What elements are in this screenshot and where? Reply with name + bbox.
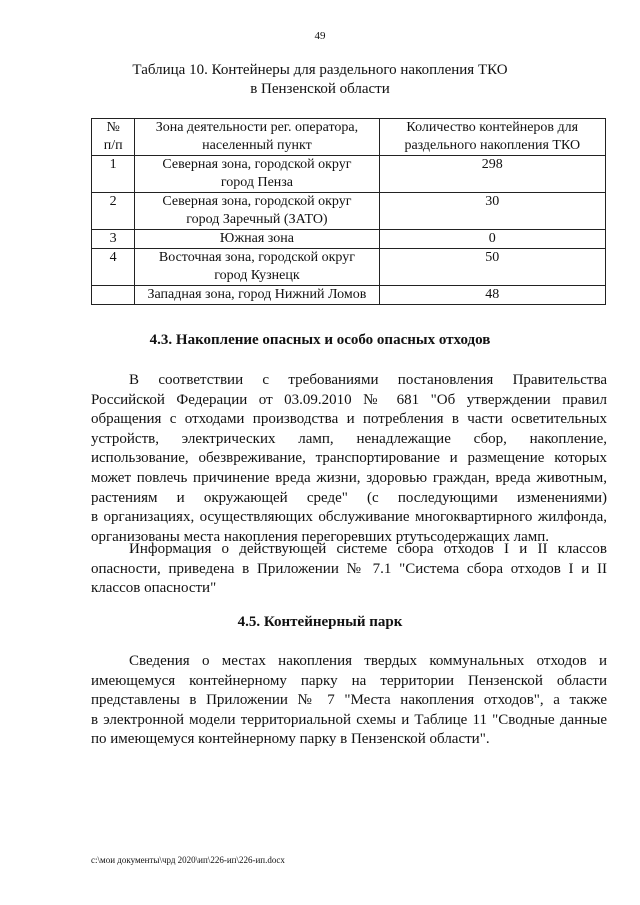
row-number: 2 (92, 193, 135, 230)
row-number: 3 (92, 230, 135, 249)
row-number (92, 286, 135, 305)
row-count: 298 (379, 156, 605, 193)
paragraph-container-park: Сведения о местах накопления твердых коммунальных отходов и имеющемуся контейнерному парку на территории Пензенской области представлены в Приложении № 7 "Места накопления отходов", а также в электронной модели территориальной схемы и Таблице 11 "Сводные данные по имеющемуся контейнерному парку в Пензенской области". (91, 653, 607, 748)
row-zone: Северная зона, городской округ город Пенза (135, 156, 379, 193)
row-number: 4 (92, 249, 135, 286)
row-count: 48 (379, 286, 605, 305)
row-zone: Северная зона, городской округ город Заречный (ЗАТО) (135, 193, 379, 230)
table-caption (80, 61, 560, 99)
table-row (92, 193, 606, 230)
header-count: Количество контейнеров для раздельного накопления ТКО (379, 119, 605, 156)
table-header-row (92, 119, 606, 156)
caption-line-2: в Пензенской области (250, 81, 390, 97)
table-row (92, 249, 606, 286)
paragraph-collection-system: Информация о действующей системе сбора отходов I и II классов опасности, приведена в Приложении № 7.1 "Система сбора отходов I и II классов опасности" (91, 541, 607, 597)
table-row (92, 286, 606, 305)
row-number: 1 (92, 156, 135, 193)
section-heading-4-5: 4.5. Контейнерный парк (237, 614, 403, 630)
row-count: 0 (379, 230, 605, 249)
row-count: 50 (379, 249, 605, 286)
header-zone: Зона деятельности рег. оператора, населенный пункт (135, 119, 379, 156)
row-zone: Западная зона, город Нижний Ломов (135, 286, 379, 305)
caption-line-1: Таблица 10. Контейнеры для раздельного накопления ТКО (132, 62, 508, 78)
row-count: 30 (379, 193, 605, 230)
file-path-footer: с:\мои документы\чрд 2020\ип\226-ип\226-ип.docx (91, 855, 285, 865)
page-number: 49 (314, 30, 326, 42)
paragraph-hazardous-waste: В соответствии с требованиями постановления Правительства Российской Федерации от 03.09.2010 № 681 "Об утверждении правил обращения с отходами производства и потребления в части осветительных устройств, электрических ламп, ненадлежащие сбор, накопление, использование, обезвреживание, транспортирование и размещение которых может повлечь причинение вреда жизни, здоровью граждан, вреда животным, растениям и окружающей среде" (с последующими изменениями) в организациях, осуществляющих обслуживание многоквартирного жилфонда, организованы места накопления перегоревших ртутьсодержащих ламп. (91, 372, 607, 545)
table-row (92, 156, 606, 193)
header-number: № п/п (92, 119, 135, 156)
section-heading-4-3: 4.3. Накопление опасных и особо опасных отходов (149, 332, 491, 348)
containers-table (91, 118, 606, 305)
row-zone: Восточная зона, городской округ город Кузнецк (135, 249, 379, 286)
table-row (92, 230, 606, 249)
row-zone: Южная зона (135, 230, 379, 249)
